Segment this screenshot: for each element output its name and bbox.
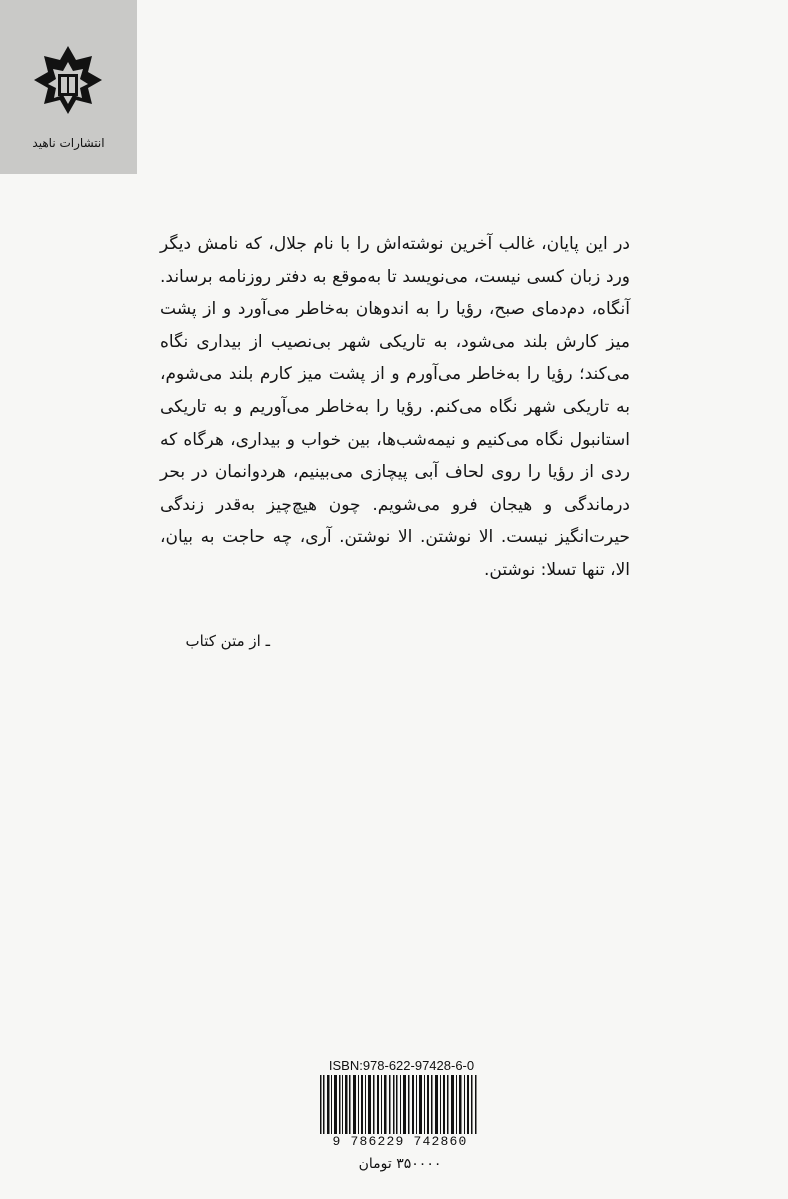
star-book-logo-icon xyxy=(32,44,104,124)
publisher-name: انتشارات ناهید xyxy=(32,136,105,150)
isbn-label: ISBN:978-622-97428-6-0 xyxy=(328,1058,475,1073)
price-label: ۳۵۰۰۰۰ تومان xyxy=(358,1156,442,1172)
barcode-digits: 9 786229 742860 xyxy=(316,1134,484,1149)
back-cover-blurb: در این پایان، غالب آخرین نوشته‌اش را با نام جلال، که نامش دیگر ورد زبان کسی نیست، می‌نویسد تا به‌موقع به دفتر روزنامه برساند. آنگاه، دم‌دمای صبح، رؤیا را به اندوهان به‌خاطر می‌آورد و از پشت میز کارش بلند می‌شود، به تاریکی شهر بی‌نصیب از بیداری نگاه می‌کند؛ رؤیا را به‌خاطر می‌آورم و از پشت میز کارم بلند می‌شوم، به تاریکی شهر نگاه می‌کنم. رؤیا را به‌خاطر می‌آوریم و به تاریکی استانبول نگاه می‌کنیم و نیمه‌شب‌ها، بین خواب و بیداری، هرگاه که ردی از رؤیا را روی لحاف آبی پیچازی می‌بینیم، هردوانمان در بحر درماندگی و هیجان فرو می‌شویم. چون هیچ‌چیز به‌قدر زندگی حیرت‌انگیز نیست. الا نوشتن. الا نوشتن. آری، چه حاجت به بیان، الا، تنها تسلا: نوشتن. xyxy=(160,234,630,580)
publisher-logo-box xyxy=(0,0,137,174)
source-note: ـ از متن کتاب xyxy=(185,632,270,650)
